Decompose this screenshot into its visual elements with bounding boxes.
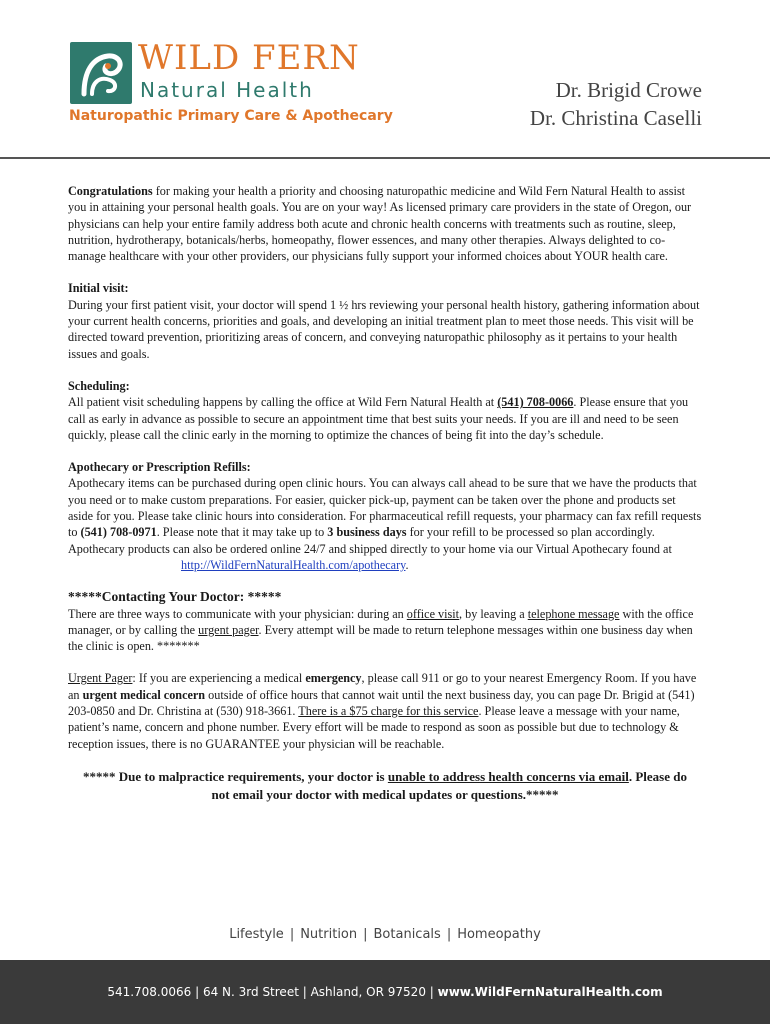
apothecary-text: for your refill to be processed so plan accordingly. Apothecary products can also be ordered online 24/7 and shipped directly to your home via our Virtual Apothecary found at bbox=[68, 525, 672, 556]
header-divider bbox=[0, 157, 770, 159]
contacting-text: with the office manager, or by calling the bbox=[68, 606, 694, 637]
notice-underlined: unable to address health concerns via email bbox=[387, 768, 629, 784]
contacting-heading: *****Contacting Your Doctor: ***** bbox=[68, 589, 282, 605]
intro-text: for making your health a priority and choosing naturopathic medicine and Wild Fern Natural Health to assist you in attaining your personal health goals. You are on your way! As licensed primary care providers in the state of Oregon, our physicians can help your entire family address both acute and chronic health concerns with treatments such as routine, sleep, nutrition, hydrotherapy, botanicals/herbs, homeopathy, flower essences, and many other therapies. Always delighted to co-manage healthcare with your other providers, our physicians fully support your informed choices about YOUR health care. bbox=[68, 184, 692, 264]
contacting-text: There are three ways to communicate with your physician: during an bbox=[68, 606, 407, 621]
service-separator: | bbox=[289, 927, 295, 942]
contacting-text: , by leaving a bbox=[459, 606, 528, 621]
service-separator: | bbox=[363, 927, 368, 942]
pager-text: , please call 911 or go to your nearest Emergency Room. If you have an bbox=[68, 671, 697, 702]
footer-bar bbox=[0, 960, 770, 1024]
pager-charge-note: There is a $75 charge for this service bbox=[298, 704, 479, 719]
contacting-section bbox=[68, 589, 702, 654]
office-phone: (541) 708-0066 bbox=[497, 395, 574, 410]
scheduling-section bbox=[68, 378, 702, 443]
initial-visit-heading: Initial visit: bbox=[68, 281, 129, 296]
business-days: 3 business days bbox=[327, 525, 407, 540]
pager-text: . Please leave a message with your name, patient’s name, concern and phone number. Every effort will be made to respond as soon as possible but due to technology & reception issues, there is no GUARANTEE your physician will be reachable. bbox=[68, 704, 680, 751]
apothecary-url-line bbox=[68, 557, 702, 573]
apothecary-section bbox=[68, 459, 702, 573]
pager-text: : If you are experiencing a medical bbox=[132, 671, 306, 686]
urgent-concern-term: urgent medical concern bbox=[82, 687, 206, 702]
tagline: Naturopathic Primary Care & Apothecary bbox=[69, 108, 393, 124]
apothecary-link[interactable]: http://WildFernNaturalHealth.com/apothecary bbox=[181, 557, 406, 572]
telephone-message-term: telephone message bbox=[527, 606, 620, 621]
service-nutrition: Nutrition bbox=[300, 927, 358, 942]
letterhead bbox=[0, 0, 770, 160]
scheduling-text: All patient visit scheduling happens by calling the office at Wild Fern Natural Health at bbox=[68, 395, 498, 410]
letter-body bbox=[68, 183, 702, 804]
doctor-name: Dr. Brigid Crowe bbox=[555, 78, 702, 102]
service-botanicals: Botanicals bbox=[373, 927, 441, 942]
service-lifestyle: Lifestyle bbox=[229, 927, 284, 942]
urgent-pager-label: Urgent Pager bbox=[68, 671, 133, 686]
footer-website: www.WildFernNaturalHealth.com bbox=[437, 985, 663, 999]
footer-contact-details: 541.708.0066 | 64 N. 3rd Street | Ashland, OR 97520 | bbox=[107, 985, 438, 999]
services-line bbox=[0, 927, 770, 942]
intro-lead: Congratulations bbox=[68, 184, 153, 198]
contacting-text: . Every attempt will be made to return telephone messages within one business day when the clinic is open. ******* bbox=[68, 622, 693, 654]
urgent-pager-section bbox=[68, 670, 702, 751]
pager-text: outside of office hours that cannot wait until the next business day, you can page Dr. Brigid at (541) 203-0850 and Dr. Christina at (530) 918-3661. bbox=[68, 687, 695, 719]
notice-text: ***** Due to malpractice requirements, your doctor is bbox=[83, 768, 388, 784]
initial-visit-section bbox=[68, 280, 702, 361]
doctor-name: Dr. Christina Caselli bbox=[529, 106, 702, 130]
service-homeopathy: Homeopathy bbox=[457, 927, 541, 942]
fern-logo-icon bbox=[70, 42, 132, 104]
apothecary-heading: Apothecary or Prescription Refills: bbox=[68, 460, 251, 475]
url-period: . bbox=[405, 557, 409, 572]
initial-visit-text: During your first patient visit, your doctor will spend 1 ½ hrs reviewing your personal health history, gathering information about your current health concerns, priorities and goals, and developing an initial treatment plan to meet those needs. This visit will be directed toward prevention, prioritizing areas of concern, and conveying naturopathic philosophy as it pertains to your health issues and goals. bbox=[68, 297, 700, 361]
office-visit-term: office visit bbox=[406, 606, 460, 621]
email-notice bbox=[78, 768, 692, 804]
apothecary-text: Apothecary items can be purchased during open clinic hours. You can always call ahead to be sure that we have the products that you need or to make custom preparations. For easier, quicker pick-up, payment can be taken over the phone and products set aside for you. Please take clinic hours into consideration. For pharmaceutical refill requests, your pharmacy can fax refill requests to bbox=[68, 476, 702, 540]
intro-paragraph bbox=[68, 183, 702, 264]
brand-subtitle: Natural Health bbox=[140, 78, 314, 102]
scheduling-text: . Please ensure that you call as early in advance as possible to secure an appointment time that best suits your needs. If you are ill and need to be seen quickly, please call the clinic early in the morning to optimize the chances of being fit into the day’s schedule. bbox=[68, 395, 689, 442]
fax-number: (541) 708-0971 bbox=[80, 525, 157, 540]
doctor-names bbox=[530, 76, 702, 132]
service-separator: | bbox=[446, 927, 452, 942]
notice-text: . Please do not email your doctor with medical updates or questions.***** bbox=[211, 768, 687, 802]
brand-name: WILD FERN bbox=[138, 38, 360, 78]
emergency-term: emergency bbox=[305, 671, 362, 686]
urgent-pager-term: urgent pager bbox=[198, 622, 259, 637]
apothecary-text: . Please note that it may take up to bbox=[156, 525, 328, 540]
scheduling-heading: Scheduling: bbox=[68, 378, 130, 393]
